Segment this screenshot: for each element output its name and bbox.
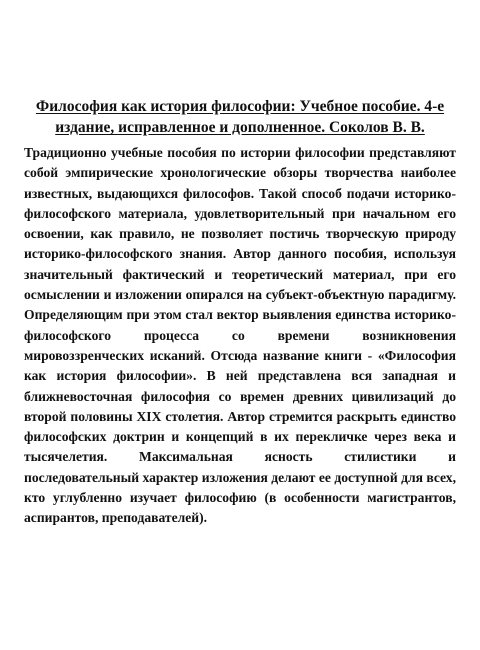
document-page — [24, 96, 456, 529]
book-description: Традиционно учебные пособия по истории философии представляют собой эмпирические хронологические обзоры творчества наиболее известных, выдающихся философов. Такой способ подачи историко-философского материала, удовлетворительный при начальном его освоении, как правило, не позволяет постичь творческую природу историко-философского знания. Автор данного пособия, используя значительный фактический и теоретический материал, при его осмыслении и изложении опирался на субъект-объектную парадигму. Определяющим при этом стал вектор выявления единства историко-философского процесса со времени возникновения мировоззренческих исканий. Отсюда название книги - «Философия как история философии». В ней представлена вся западная и ближневосточная философия со времен древних цивилизаций до второй половины XIX столетия. Автор стремится раскрыть единство философских доктрин и концепций в их перекличке через века и тысячелетия. Максимальная ясность стилистики и последовательный характер изложения делают ее доступной для всех, кто углубленно изучает философию (в особенности магистрантов, аспирантов, преподавателей). — [24, 145, 456, 526]
book-title: Философия как история философии: Учебное пособие. 4-е издание, исправленное и дополненное. Соколов В. В. — [35, 98, 445, 136]
